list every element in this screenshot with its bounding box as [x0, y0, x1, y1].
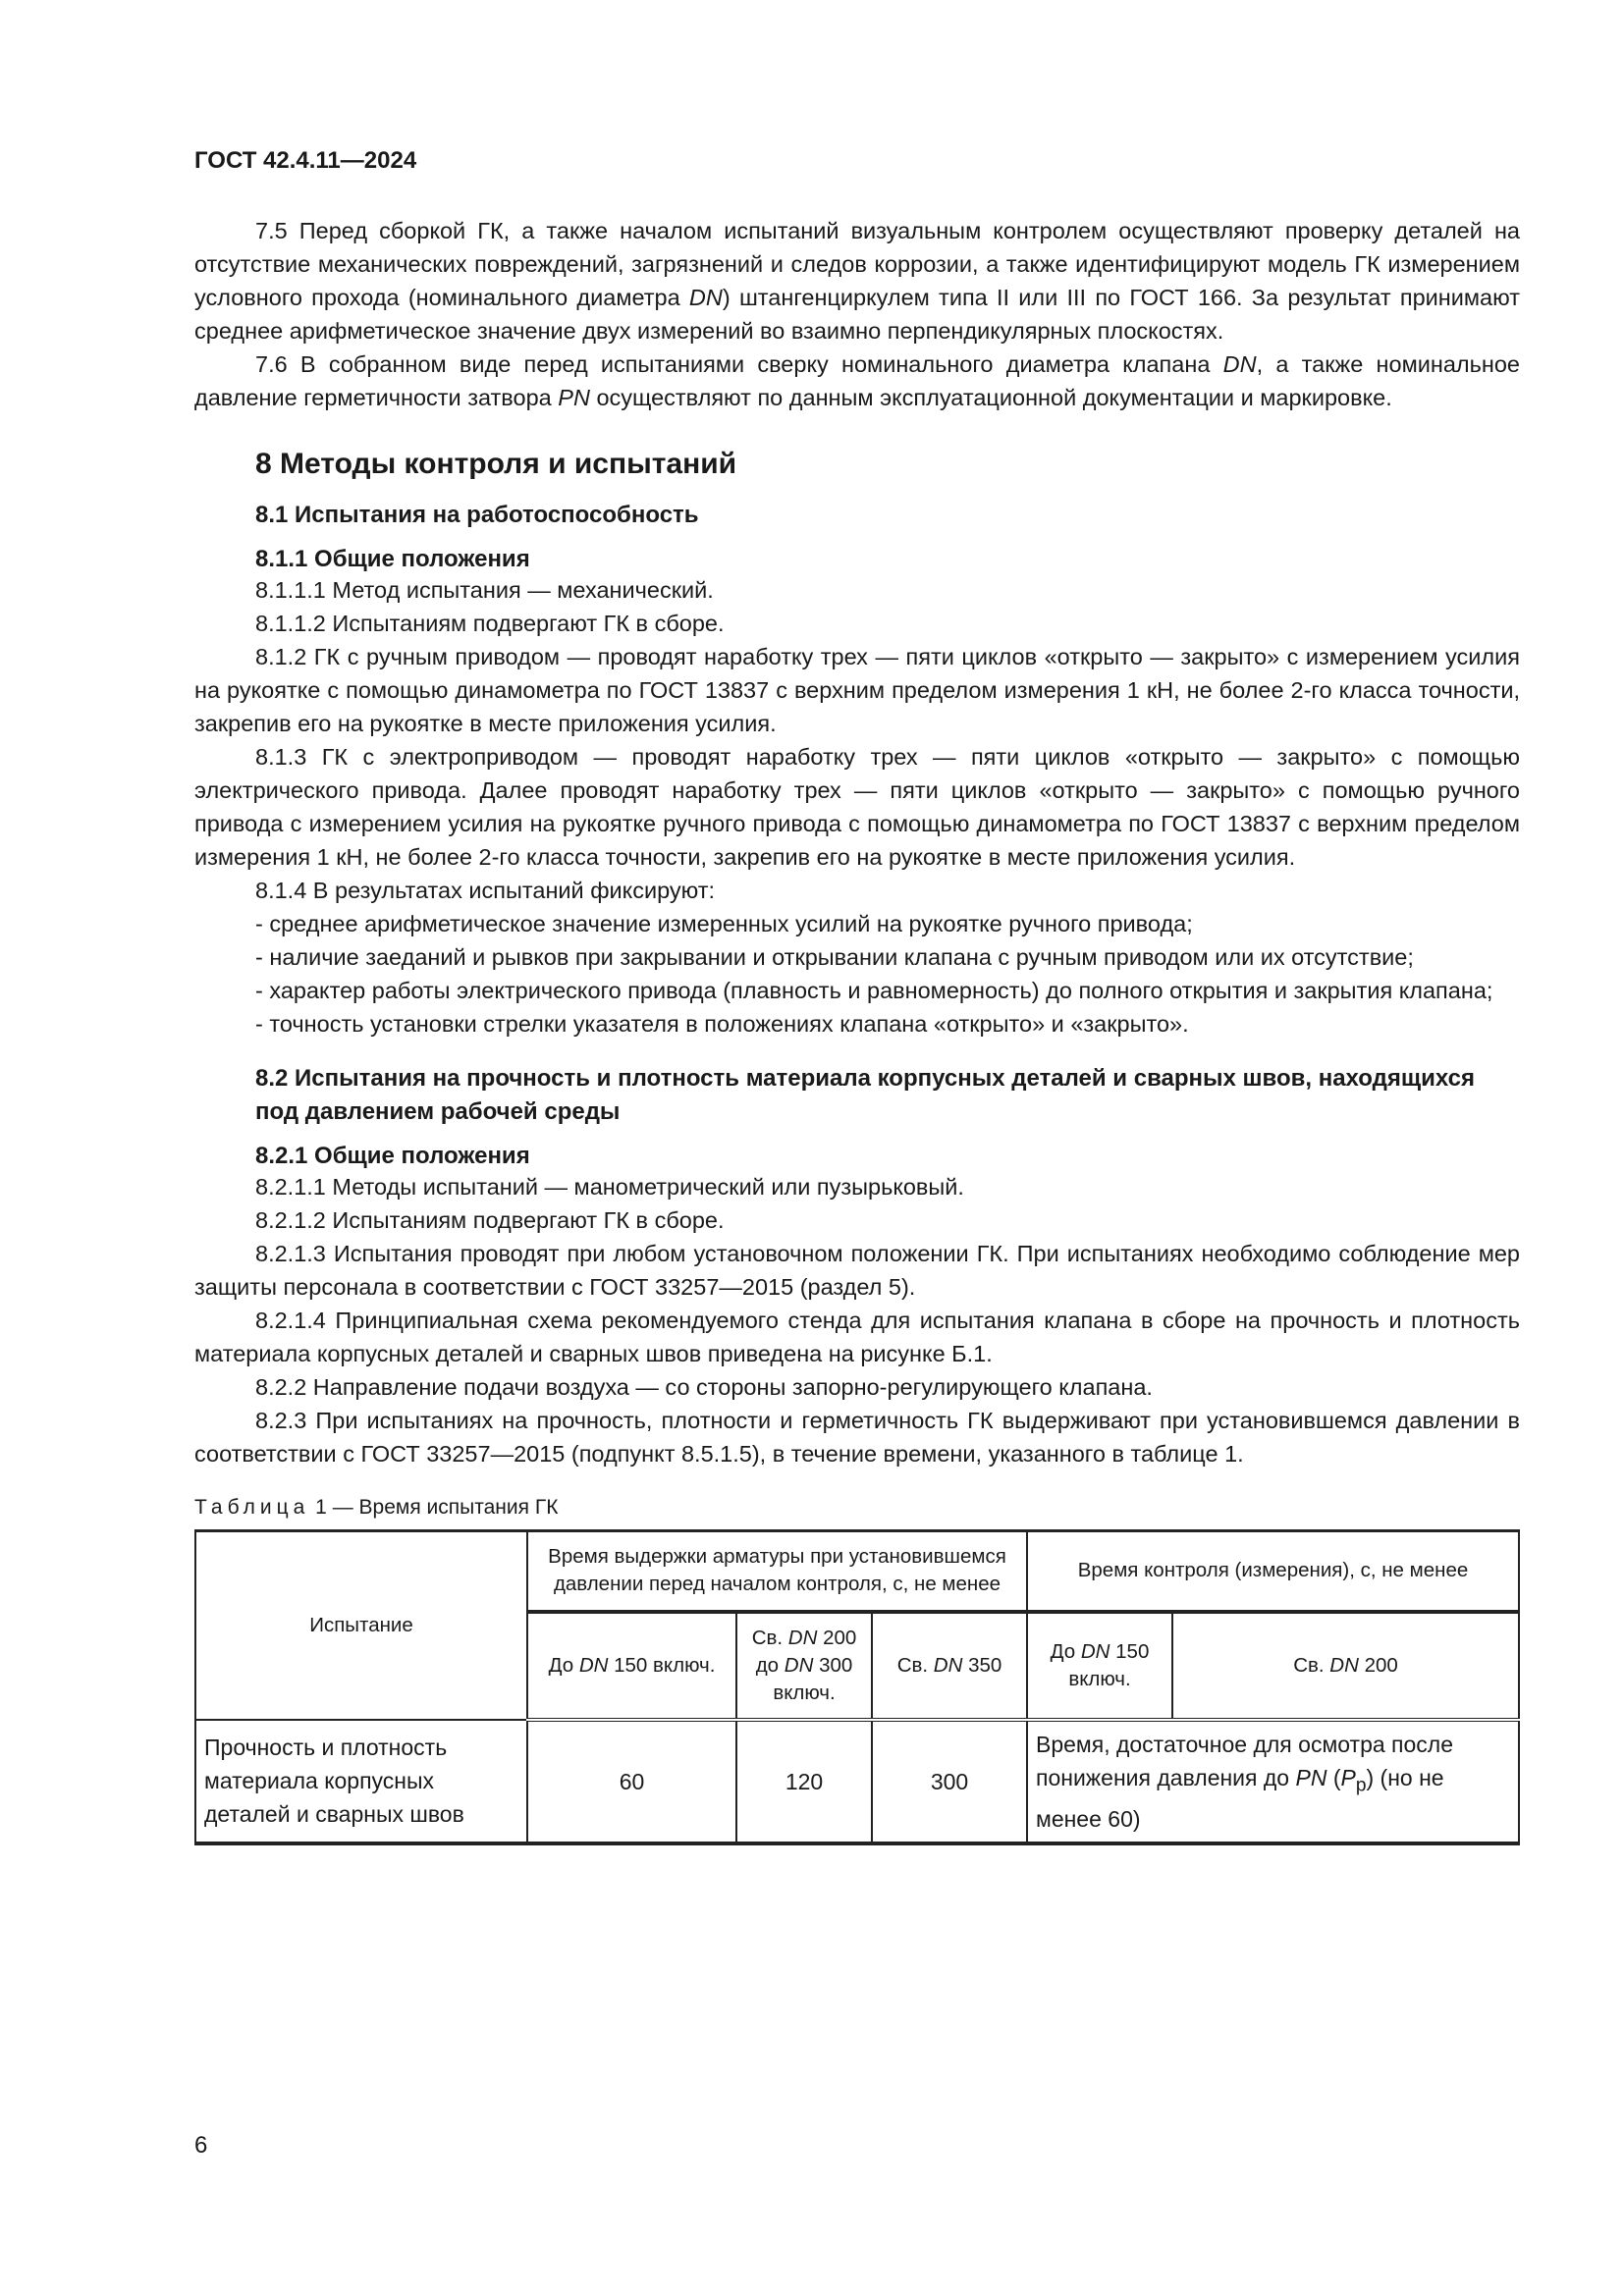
symbol: DN [688, 285, 723, 310]
subheader: До DN 150 включ. [1027, 1612, 1172, 1720]
paragraph: 8.2.1.4 Принципиальная схема рекомендуемого стенда для испытания клапана в сборе на прочность и плотность материала корпусных деталей и сварных швов приведена на рисунке Б.1. [194, 1308, 1520, 1366]
cell-value: 60 [527, 1720, 736, 1844]
table-caption [194, 1496, 1520, 1520]
cell-value: 300 [872, 1720, 1027, 1844]
text: 7.5 Перед сборкой ГК, а также началом испытаний визуальным контролем осуществляют проверку деталей на отсутствие механических повреждений, загрязнений и следов коррозии, а также идентифицируют модель ГК измерением условного прохода (номинального диаметра [194, 218, 1520, 310]
list-item: - среднее арифметическое значение измеренных усилий на рукоятке ручного привода; [255, 911, 1193, 936]
section-heading-8: 8 Методы контроля и испытаний [255, 448, 737, 480]
list-item: - наличие заеданий и рывков при закрывании и открывании клапана с ручным приводом или их отсутствие; [255, 944, 1414, 970]
subheader: Св. DN 200 [1172, 1612, 1519, 1720]
document-page [194, 147, 1520, 1845]
subheader: До DN 150 включ. [527, 1612, 736, 1720]
document-header: ГОСТ 42.4.11—2024 [194, 147, 417, 174]
symbol: DN [1222, 351, 1257, 377]
caption-text: 1 — Время испытания ГК [309, 1496, 559, 1519]
text: осуществляют по данным эксплуатационной документации и маркировке. [589, 385, 1392, 410]
header-hold-time: Время выдержки арматуры при установившемся давлении перед началом контроля, с, не менее [527, 1531, 1027, 1612]
paragraph: 8.2.1.1 Методы испытаний — манометрический или пузырьковый. [255, 1174, 964, 1200]
section-heading-8-2: 8.2 Испытания на прочность и плотность материала корпусных деталей и сварных швов, находящихся под давлением рабочей среды [255, 1065, 1475, 1125]
paragraph-7-6 [194, 347, 1520, 414]
list-item: - точность установки стрелки указателя в положениях клапана «открыто» и «закрыто». [255, 1011, 1189, 1037]
paragraph: 8.1.1.1 Метод испытания — механический. [255, 577, 714, 603]
cell-test-name: Прочность и плотность материала корпусных деталей и сварных швов [195, 1720, 527, 1844]
subheader: Св. DN 200 до DN 300 включ. [736, 1612, 872, 1720]
paragraph: 8.2.2 Направление подачи воздуха — со стороны запорно-регулирующего клапана. [255, 1374, 1153, 1400]
paragraph: 8.2.3 При испытаниях на прочность, плотности и герметичность ГК выдерживают при установившемся давлении в соответствии с ГОСТ 33257—2015 (подпункт 8.5.1.5), в течение времени, указанного в таблице 1. [194, 1408, 1520, 1467]
paragraph: 8.1.1.2 Испытаниям подвергают ГК в сборе. [255, 611, 725, 636]
header-test: Испытание [195, 1531, 527, 1720]
section-heading-8-2-1: 8.2.1 Общие положения [255, 1143, 530, 1169]
cell-value: 120 [736, 1720, 872, 1844]
paragraph: 8.2.1.2 Испытаниям подвергают ГК в сборе. [255, 1207, 725, 1233]
text: 7.6 В собранном виде перед испытаниями сверку номинального диаметра клапана [255, 351, 1223, 377]
section-heading-8-1: 8.1 Испытания на работоспособность [255, 502, 699, 528]
paragraph: 8.2.1.3 Испытания проводят при любом установочном положении ГК. При испытаниях необходимо соблюдение мер защиты персонала в соответствии с ГОСТ 33257—2015 (раздел 5). [194, 1241, 1520, 1300]
list-item: - характер работы электрического привода (плавность и равномерность) до полного открытия и закрытия клапана; [255, 978, 1493, 1003]
symbol: PN [558, 385, 590, 410]
page-number: 6 [194, 2132, 208, 2159]
test-time-table [194, 1529, 1520, 1845]
text: , а также номинальное давление герметичности затвора [194, 351, 1521, 410]
subheader: Св. DN 350 [872, 1612, 1027, 1720]
paragraph: 8.1.3 ГК с электроприводом — проводят наработку трех — пяти циклов «открыто — закрыто» с помощью электрического привода. Далее проводят наработку трех — пяти циклов «открыто — закрыто» с помощью ручного привода с измерением усилия на рукоятке ручного привода с помощью динамометра по ГОСТ 13837 с верхним пределом измерения 1 кН, не более 2-го класса точности, закрепив его на рукоятке в месте приложения усилия. [194, 744, 1520, 870]
caption-label: Таблица [194, 1496, 310, 1519]
cell-control-time: Время, достаточное для осмотра после понижения давления до PN $(P_p)$ (но не менее 60) [1027, 1720, 1519, 1844]
section-heading-8-1-1: 8.1.1 Общие положения [255, 546, 530, 572]
text: ) штангенциркулем типа II или III по ГОСТ 166. За результат принимают среднее арифметическое значение двух измерений во взаимно перпендикулярных плоскостях. [194, 285, 1520, 344]
paragraph: 8.1.2 ГК с ручным приводом — проводят наработку трех — пяти циклов «открыто — закрыто» с измерением усилия на рукоятке с помощью динамометра по ГОСТ 13837 с верхним пределом измерения 1 кН, не более 2-го класса точности, закрепив его на рукоятке в месте приложения усилия. [194, 644, 1520, 736]
header-control-time: Время контроля (измерения), с, не менее [1027, 1531, 1519, 1612]
paragraph-7-5 [194, 214, 1520, 347]
paragraph: 8.1.4 В результатах испытаний фиксируют: [255, 878, 716, 903]
